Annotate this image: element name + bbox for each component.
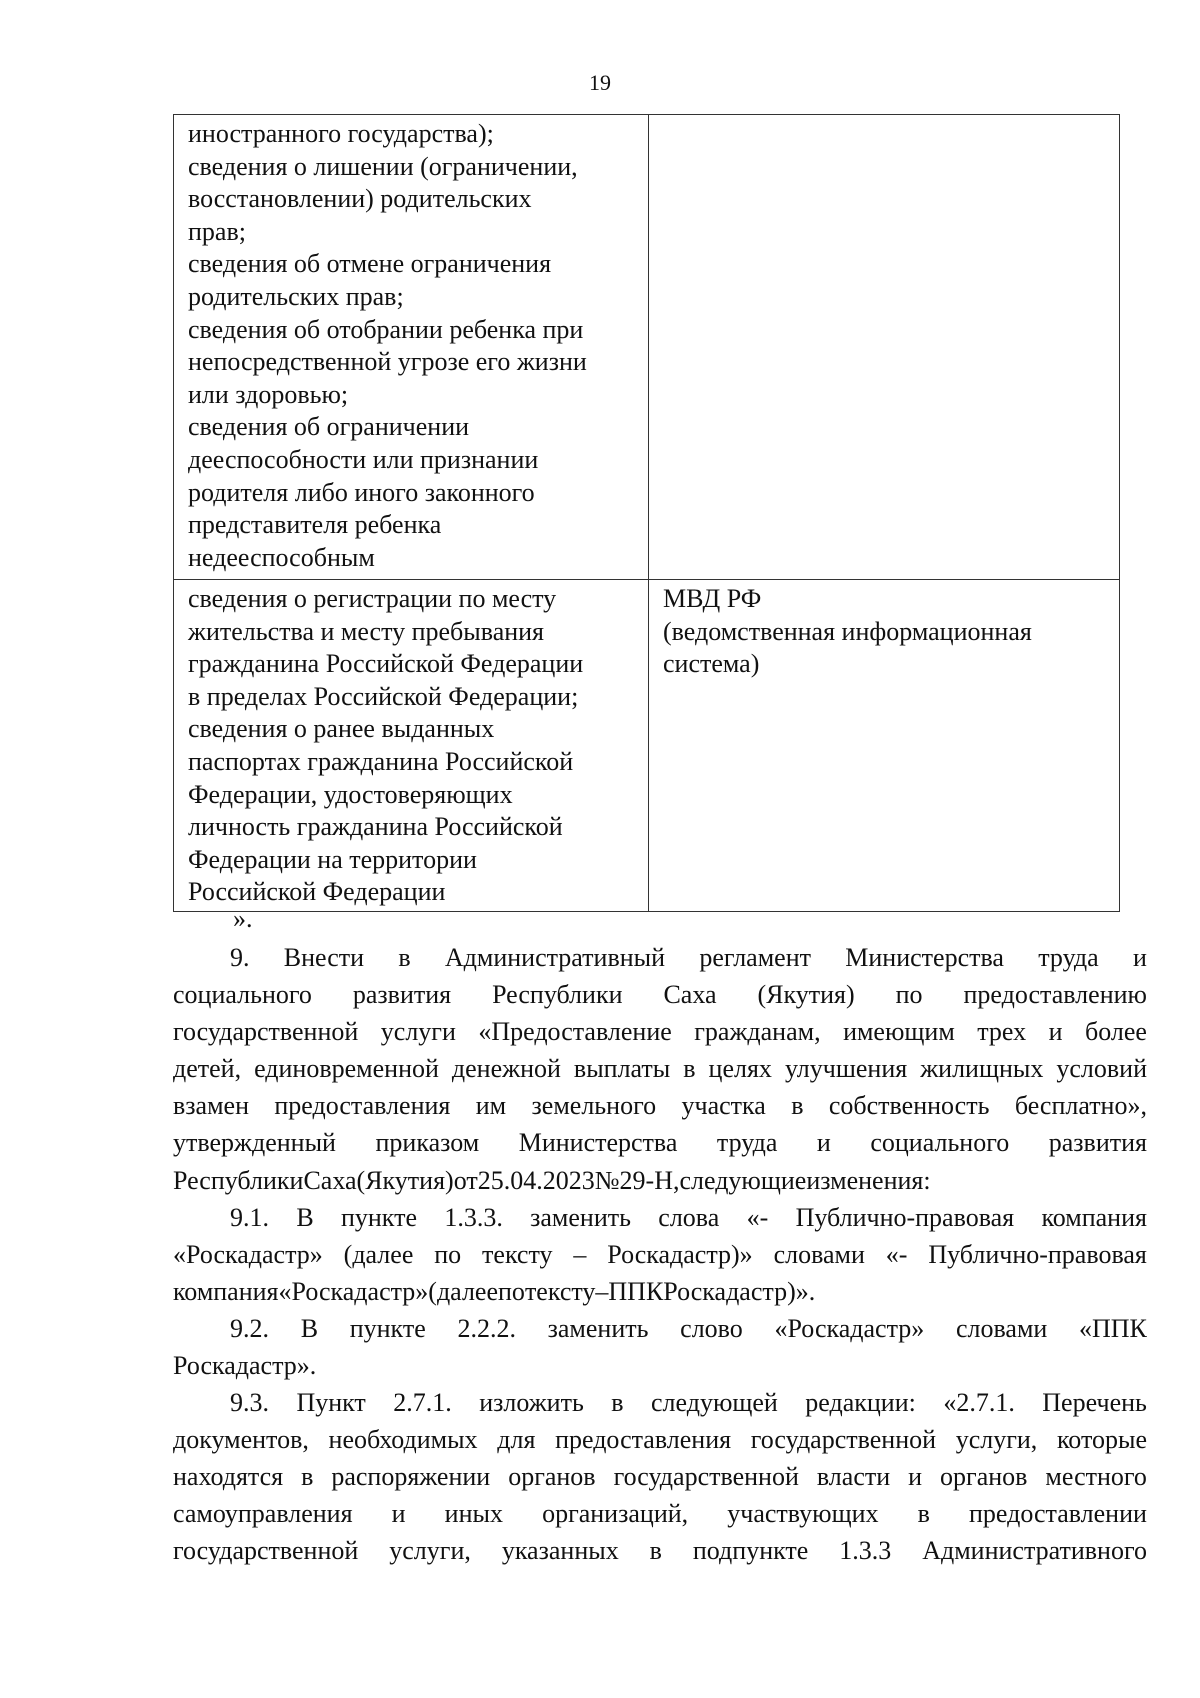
text-line: компания «Роскадастр» (далее по тексту – ППК Роскадастр)». bbox=[173, 1277, 816, 1307]
cell-line: Федерации на территории bbox=[188, 844, 477, 874]
text-line: документов, необходимых для предоставления государственной услуги, которые bbox=[173, 1425, 1147, 1455]
cell-line: личность гражданина Российской bbox=[188, 812, 563, 842]
text-line: самоуправления и иных организаций, участвующих в предоставлении bbox=[173, 1499, 1147, 1529]
text-line: 9.1. В пункте 1.3.3. заменить слова «- Публично-правовая компания bbox=[230, 1203, 1147, 1232]
table-row bbox=[174, 115, 1120, 580]
text-line: социального развития Республики Саха (Якутия) по предоставлению bbox=[173, 980, 1147, 1010]
table-row bbox=[174, 580, 1120, 912]
cell-line: Федерации, удостоверяющих bbox=[188, 779, 513, 809]
page-number: 19 bbox=[589, 70, 611, 95]
cell-line: представителя ребенка bbox=[188, 510, 442, 540]
table-cell-source bbox=[649, 115, 1120, 580]
text-line: детей, единовременной денежной выплаты в целях улучшения жилищных условий bbox=[173, 1054, 1147, 1084]
table-cell-information bbox=[174, 115, 649, 580]
text-line: 9. Внести в Административный регламент Министерства труда и bbox=[230, 943, 1147, 972]
cell-line: жительства и месту пребывания bbox=[188, 616, 545, 646]
cell-line: МВД РФ bbox=[663, 584, 762, 613]
text-line: Роскадастр». bbox=[173, 1351, 317, 1381]
cell-line: сведения об ограничении bbox=[188, 412, 470, 442]
text-line: «Роскадастр» (далее по тексту – Роскадастр)» словами «- Публично-правовая bbox=[173, 1240, 1147, 1270]
cell-line: восстановлении) родительских bbox=[188, 184, 532, 214]
data-sources-table bbox=[173, 114, 1120, 912]
cell-line: (ведомственная информационная bbox=[663, 616, 1032, 646]
cell-line: иностранного государства); bbox=[188, 119, 494, 148]
cell-line: родительских прав; bbox=[188, 281, 404, 311]
text-line: находятся в распоряжении органов государственной власти и органов местного bbox=[173, 1462, 1147, 1492]
cell-line: прав; bbox=[188, 216, 246, 246]
paragraph-9 bbox=[173, 939, 1147, 1199]
closing-quote: ». bbox=[233, 904, 253, 933]
table-cell-source bbox=[649, 580, 1120, 912]
table-cell-information bbox=[174, 580, 649, 912]
cell-line: или здоровью; bbox=[188, 379, 349, 409]
paragraph-9-1 bbox=[173, 1199, 1147, 1310]
cell-line: паспортах гражданина Российской bbox=[188, 746, 574, 776]
cell-line: гражданина Российской Федерации bbox=[188, 649, 584, 679]
cell-line: в пределах Российской Федерации; bbox=[188, 681, 579, 711]
text-line: государственной услуги, указанных в подпункте 1.3.3 Административного bbox=[173, 1536, 1147, 1566]
cell-line: непосредственной угрозе его жизни bbox=[188, 347, 587, 377]
cell-line: дееспособности или признании bbox=[188, 444, 539, 474]
text-line: утвержденный приказом Министерства труда и социального развития bbox=[173, 1128, 1147, 1158]
paragraph-9-3 bbox=[173, 1384, 1147, 1569]
text-line: 9.2. В пункте 2.2.2. заменить слово «Роскадастр» словами «ППК bbox=[230, 1314, 1147, 1343]
paragraph-9-2 bbox=[173, 1310, 1147, 1384]
cell-line: родителя либо иного законного bbox=[188, 477, 535, 507]
text-line: Республики Саха (Якутия) от 25.04.2023 №29-Н, следующие изменения: bbox=[173, 1165, 931, 1195]
cell-line: система) bbox=[663, 649, 760, 679]
cell-line: Российской Федерации bbox=[188, 877, 446, 907]
cell-line: недееспособным bbox=[188, 542, 375, 572]
cell-line: сведения об отобрании ребенка при bbox=[188, 314, 584, 344]
text-line: государственной услуги «Предоставление гражданам, имеющим трех и более bbox=[173, 1017, 1147, 1047]
text-line: взамен предоставления им земельного участка в собственность бесплатно», bbox=[173, 1091, 1147, 1121]
cell-line: сведения о ранее выданных bbox=[188, 714, 495, 744]
cell-line: сведения о регистрации по месту bbox=[188, 584, 557, 613]
cell-line: сведения об отмене ограничения bbox=[188, 249, 552, 279]
cell-line: сведения о лишении (ограничении, bbox=[188, 151, 578, 181]
text-line: 9.3. Пункт 2.7.1. изложить в следующей редакции: «2.7.1. Перечень bbox=[230, 1388, 1147, 1417]
